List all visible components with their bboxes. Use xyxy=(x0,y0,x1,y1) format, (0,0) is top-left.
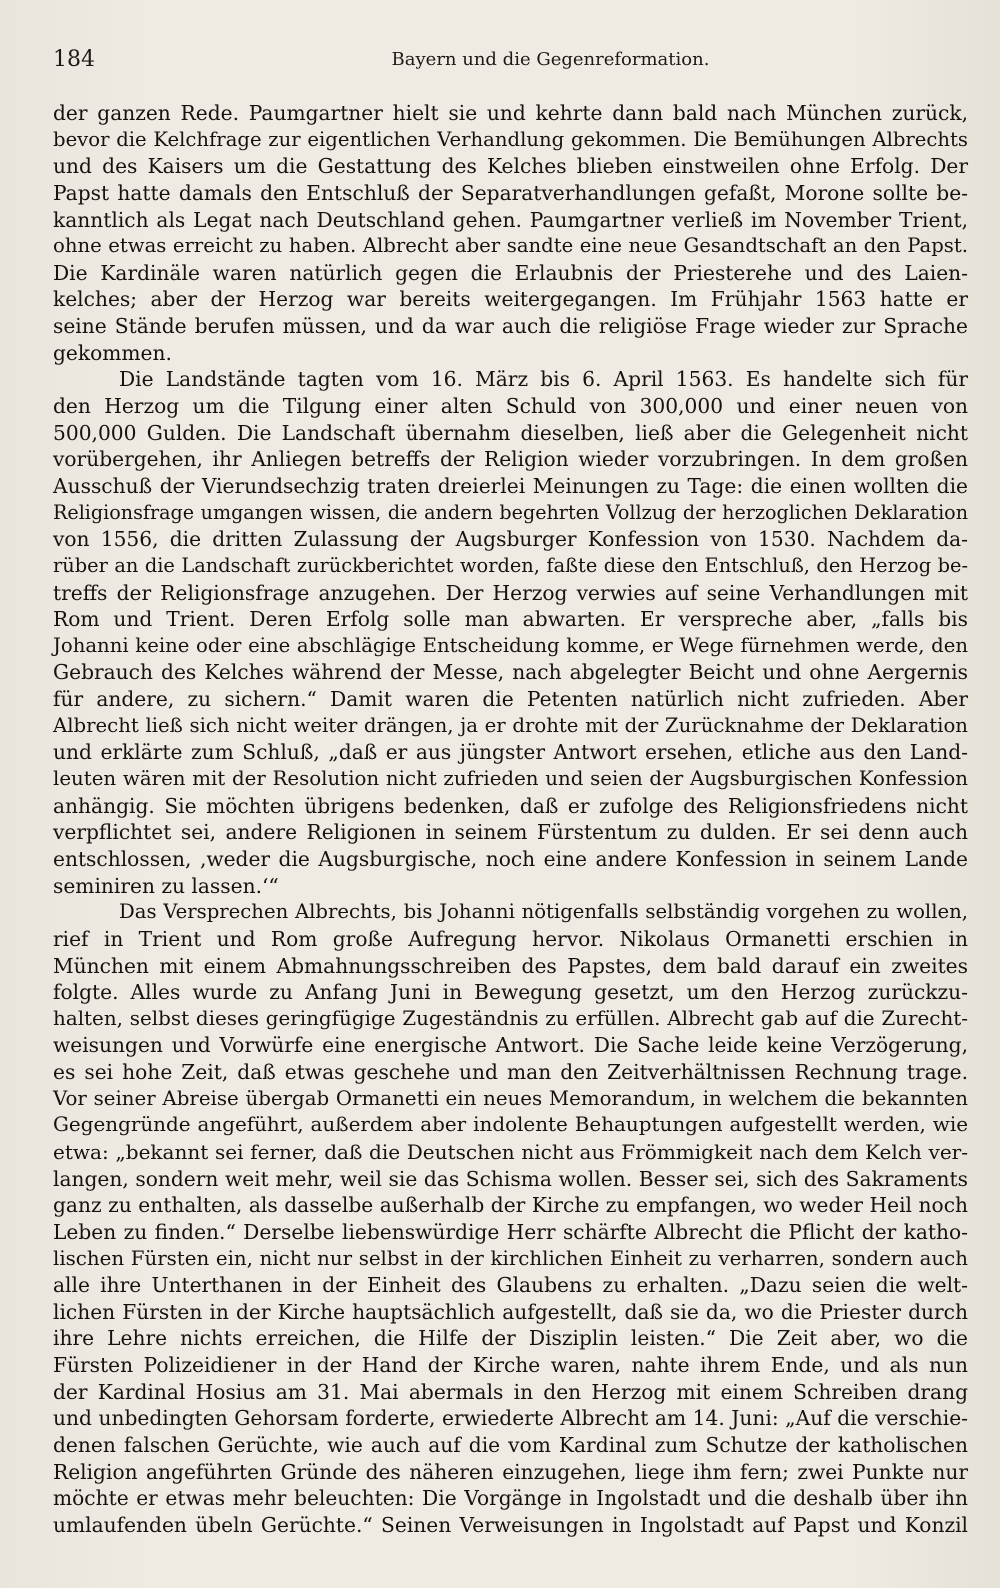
text-line: Ausschuß der Vierundsechzig traten dreierlei Meinungen zu Tage: die einen wollten die xyxy=(53,473,968,498)
text-line: und des Kaisers um die Gestattung des Kelches blieben einstweilen ohne Erfolg. Der xyxy=(53,154,968,179)
page-number: 184 xyxy=(53,47,95,72)
text-line: entschlossen, ‚weder die Augsburgische, noch eine andere Konfession in seinem Lande xyxy=(53,846,968,871)
text-line: Das Versprechen Albrechts, bis Johanni nötigenfalls selbständig vorgehen zu wollen, xyxy=(119,900,968,924)
text-line: etwa: „bekannt sei ferner, daß die Deutschen nicht aus Frömmigkeit nach dem Kelch ver- xyxy=(53,1139,968,1164)
text-line: den Herzog um die Tilgung einer alten Schuld von 300,000 und einer neuen von xyxy=(53,394,968,419)
text-line: Die Landstände tagten vom 16. März bis 6. April 1563. Es handelte sich für xyxy=(119,367,968,392)
text-line: vorübergehen, ihr Anliegen betreffs der Religion wieder vorzubringen. In dem großen xyxy=(53,447,968,472)
text-line: Albrecht ließ sich nicht weiter drängen, ja er drohte mit der Zurücknahme der Deklaration xyxy=(53,713,968,737)
text-line: alle ihre Unterthanen in der Einheit des Glaubens zu erhalten. „Dazu seien die welt- xyxy=(53,1273,968,1298)
running-head xyxy=(53,44,968,76)
text-line: halten, selbst dieses geringfügige Zugeständnis zu erfüllen. Albrecht gab auf die Zurecht- xyxy=(53,1006,968,1030)
text-line: kanntlich als Legat nach Deutschland gehen. Paumgartner verließ im November Trient, xyxy=(53,207,968,232)
text-line: Leben zu finden.“ Derselbe liebenswürdige Herr schärfte Albrecht die Pflicht der katho- xyxy=(53,1219,968,1244)
text-line: verpflichtet sei, andere Religionen in seinem Fürstentum zu dulden. Er sei denn auch xyxy=(53,820,968,845)
text-line: ganz zu enthalten, als dasselbe außerhalb der Kirche zu empfangen, wo weder Heil noch xyxy=(53,1193,968,1218)
text-line: gekommen. xyxy=(53,340,172,365)
text-line: für andere, zu sichern.“ Damit waren die Petenten natürlich nicht zufrieden. Aber xyxy=(53,687,968,712)
text-line: ohne etwas erreicht zu haben. Albrecht aber sandte eine neue Gesandtschaft an den Papst. xyxy=(53,234,968,258)
text-line: folgte. Alles wurde zu Anfang Juni in Bewegung gesetzt, um den Herzog zurückzu- xyxy=(53,980,968,1005)
text-line: anhängig. Sie möchten übrigens bedenken, daß er zufolge des Religionsfriedens nicht xyxy=(53,793,968,818)
text-line: Rom und Trient. Deren Erfolg solle man abwarten. Er verspreche aber, „falls bis xyxy=(53,607,968,632)
running-title: Bayern und die Gegenreformation. xyxy=(391,49,710,70)
text-line: denen falschen Gerüchte, wie auch auf die vom Kardinal zum Schutze der katholischen xyxy=(53,1433,968,1458)
text-line: Gegengründe angeführt, außerdem aber indolente Behauptungen aufgestellt werden, wie xyxy=(53,1113,968,1137)
text-line: treffs der Religionsfrage anzugehen. Der Herzog verwies auf seine Verhandlungen mit xyxy=(53,580,968,605)
text-line: Religionsfrage umgangen wissen, die andern begehrten Vollzug der herzoglichen Deklaration xyxy=(53,500,968,524)
text-line: möchte er etwas mehr beleuchten: Die Vorgänge in Ingolstadt und die deshalb über ihn xyxy=(53,1486,968,1511)
text-line: München mit einem Abmahnungsschreiben des Papstes, dem bald darauf ein zweites xyxy=(53,953,968,978)
text-line: es sei hohe Zeit, daß etwas geschehe und man den Zeitverhältnissen Rechnung trage. xyxy=(53,1060,968,1085)
text-line: lischen Fürsten ein, nicht nur selbst in der kirchlichen Einheit zu verharren, sondern auch xyxy=(53,1246,968,1270)
text-line: kelches; aber der Herzog war bereits weitergegangen. Im Frühjahr 1563 hatte er xyxy=(53,287,968,312)
text-line: der Kardinal Hosius am 31. Mai abermals in den Herzog mit einem Schreiben drang xyxy=(53,1379,968,1404)
text-line: rüber an die Landschaft zurückberichtet worden, faßte diese den Entschluß, den Herzog be- xyxy=(53,553,968,577)
text-line: 500,000 Gulden. Die Landschaft übernahm dieselben, ließ aber die Gelegenheit nicht xyxy=(53,420,968,445)
text-line: weisungen und Vorwürfe eine energische Antwort. Die Sache leide keine Verzögerung, xyxy=(53,1033,968,1058)
text-line: seine Stände berufen müssen, und da war auch die religiöse Frage wieder zur Sprache xyxy=(53,314,968,339)
text-line: Papst hatte damals den Entschluß der Separatverhandlungen gefaßt, Morone sollte be- xyxy=(53,180,968,205)
text-line: Vor seiner Abreise übergab Ormanetti ein neues Memorandum, in welchem die bekannten xyxy=(53,1086,968,1110)
text-line: langen, sondern weit mehr, weil sie das Schisma wollen. Besser sei, sich des Sakraments xyxy=(53,1166,968,1191)
text-line: ihre Lehre nichts erreichen, die Hilfe der Disziplin leisten.“ Die Zeit aber, wo die xyxy=(53,1326,968,1351)
text-line: umlaufenden übeln Gerüchte.“ Seinen Verweisungen in Ingolstadt auf Papst und Konzil xyxy=(53,1512,968,1537)
text-line: Die Kardinäle waren natürlich gegen die Erlaubnis der Priesterehe und des Laien- xyxy=(53,260,968,285)
text-line: Gebrauch des Kelches während der Messe, nach abgelegter Beicht und ohne Aergernis xyxy=(53,660,968,685)
text-line: Religion angeführten Gründe des näheren einzugehen, liege ihm fern; zwei Punkte nur xyxy=(53,1459,968,1484)
text-line: lichen Fürsten in der Kirche hauptsächlich aufgestellt, daß sie da, wo die Priester durch xyxy=(53,1299,968,1324)
text-line: von 1556, die dritten Zulassung der Augsburger Konfession von 1530. Nachdem da- xyxy=(53,527,968,552)
text-line: Johanni keine oder eine abschlägige Entscheidung komme, er Wege fürnehmen werde, den xyxy=(53,633,968,657)
text-line: bevor die Kelchfrage zur eigentlichen Verhandlung gekommen. Die Bemühungen Albrechts xyxy=(53,127,968,151)
text-line: und erklärte zum Schluß, „daß er aus jüngster Antwort ersehen, etliche aus den Land- xyxy=(53,740,968,765)
body-text xyxy=(53,100,968,1539)
text-line: leuten wären mit der Resolution nicht zufrieden und seien der Augsburgischen Konfession xyxy=(53,767,968,791)
text-line: seminiren zu lassen.‘“ xyxy=(53,873,279,898)
text-line: und unbedingten Gehorsam forderte, erwiederte Albrecht am 14. Juni: „Auf die verschie- xyxy=(53,1406,968,1431)
text-line: rief in Trient und Rom große Aufregung hervor. Nikolaus Ormanetti erschien in xyxy=(53,926,968,951)
text-line: der ganzen Rede. Paumgartner hielt sie und kehrte dann bald nach München zurück, xyxy=(53,101,968,125)
text-line: Fürsten Polizeidiener in der Hand der Kirche waren, nahte ihrem Ende, und als nun xyxy=(53,1353,968,1378)
